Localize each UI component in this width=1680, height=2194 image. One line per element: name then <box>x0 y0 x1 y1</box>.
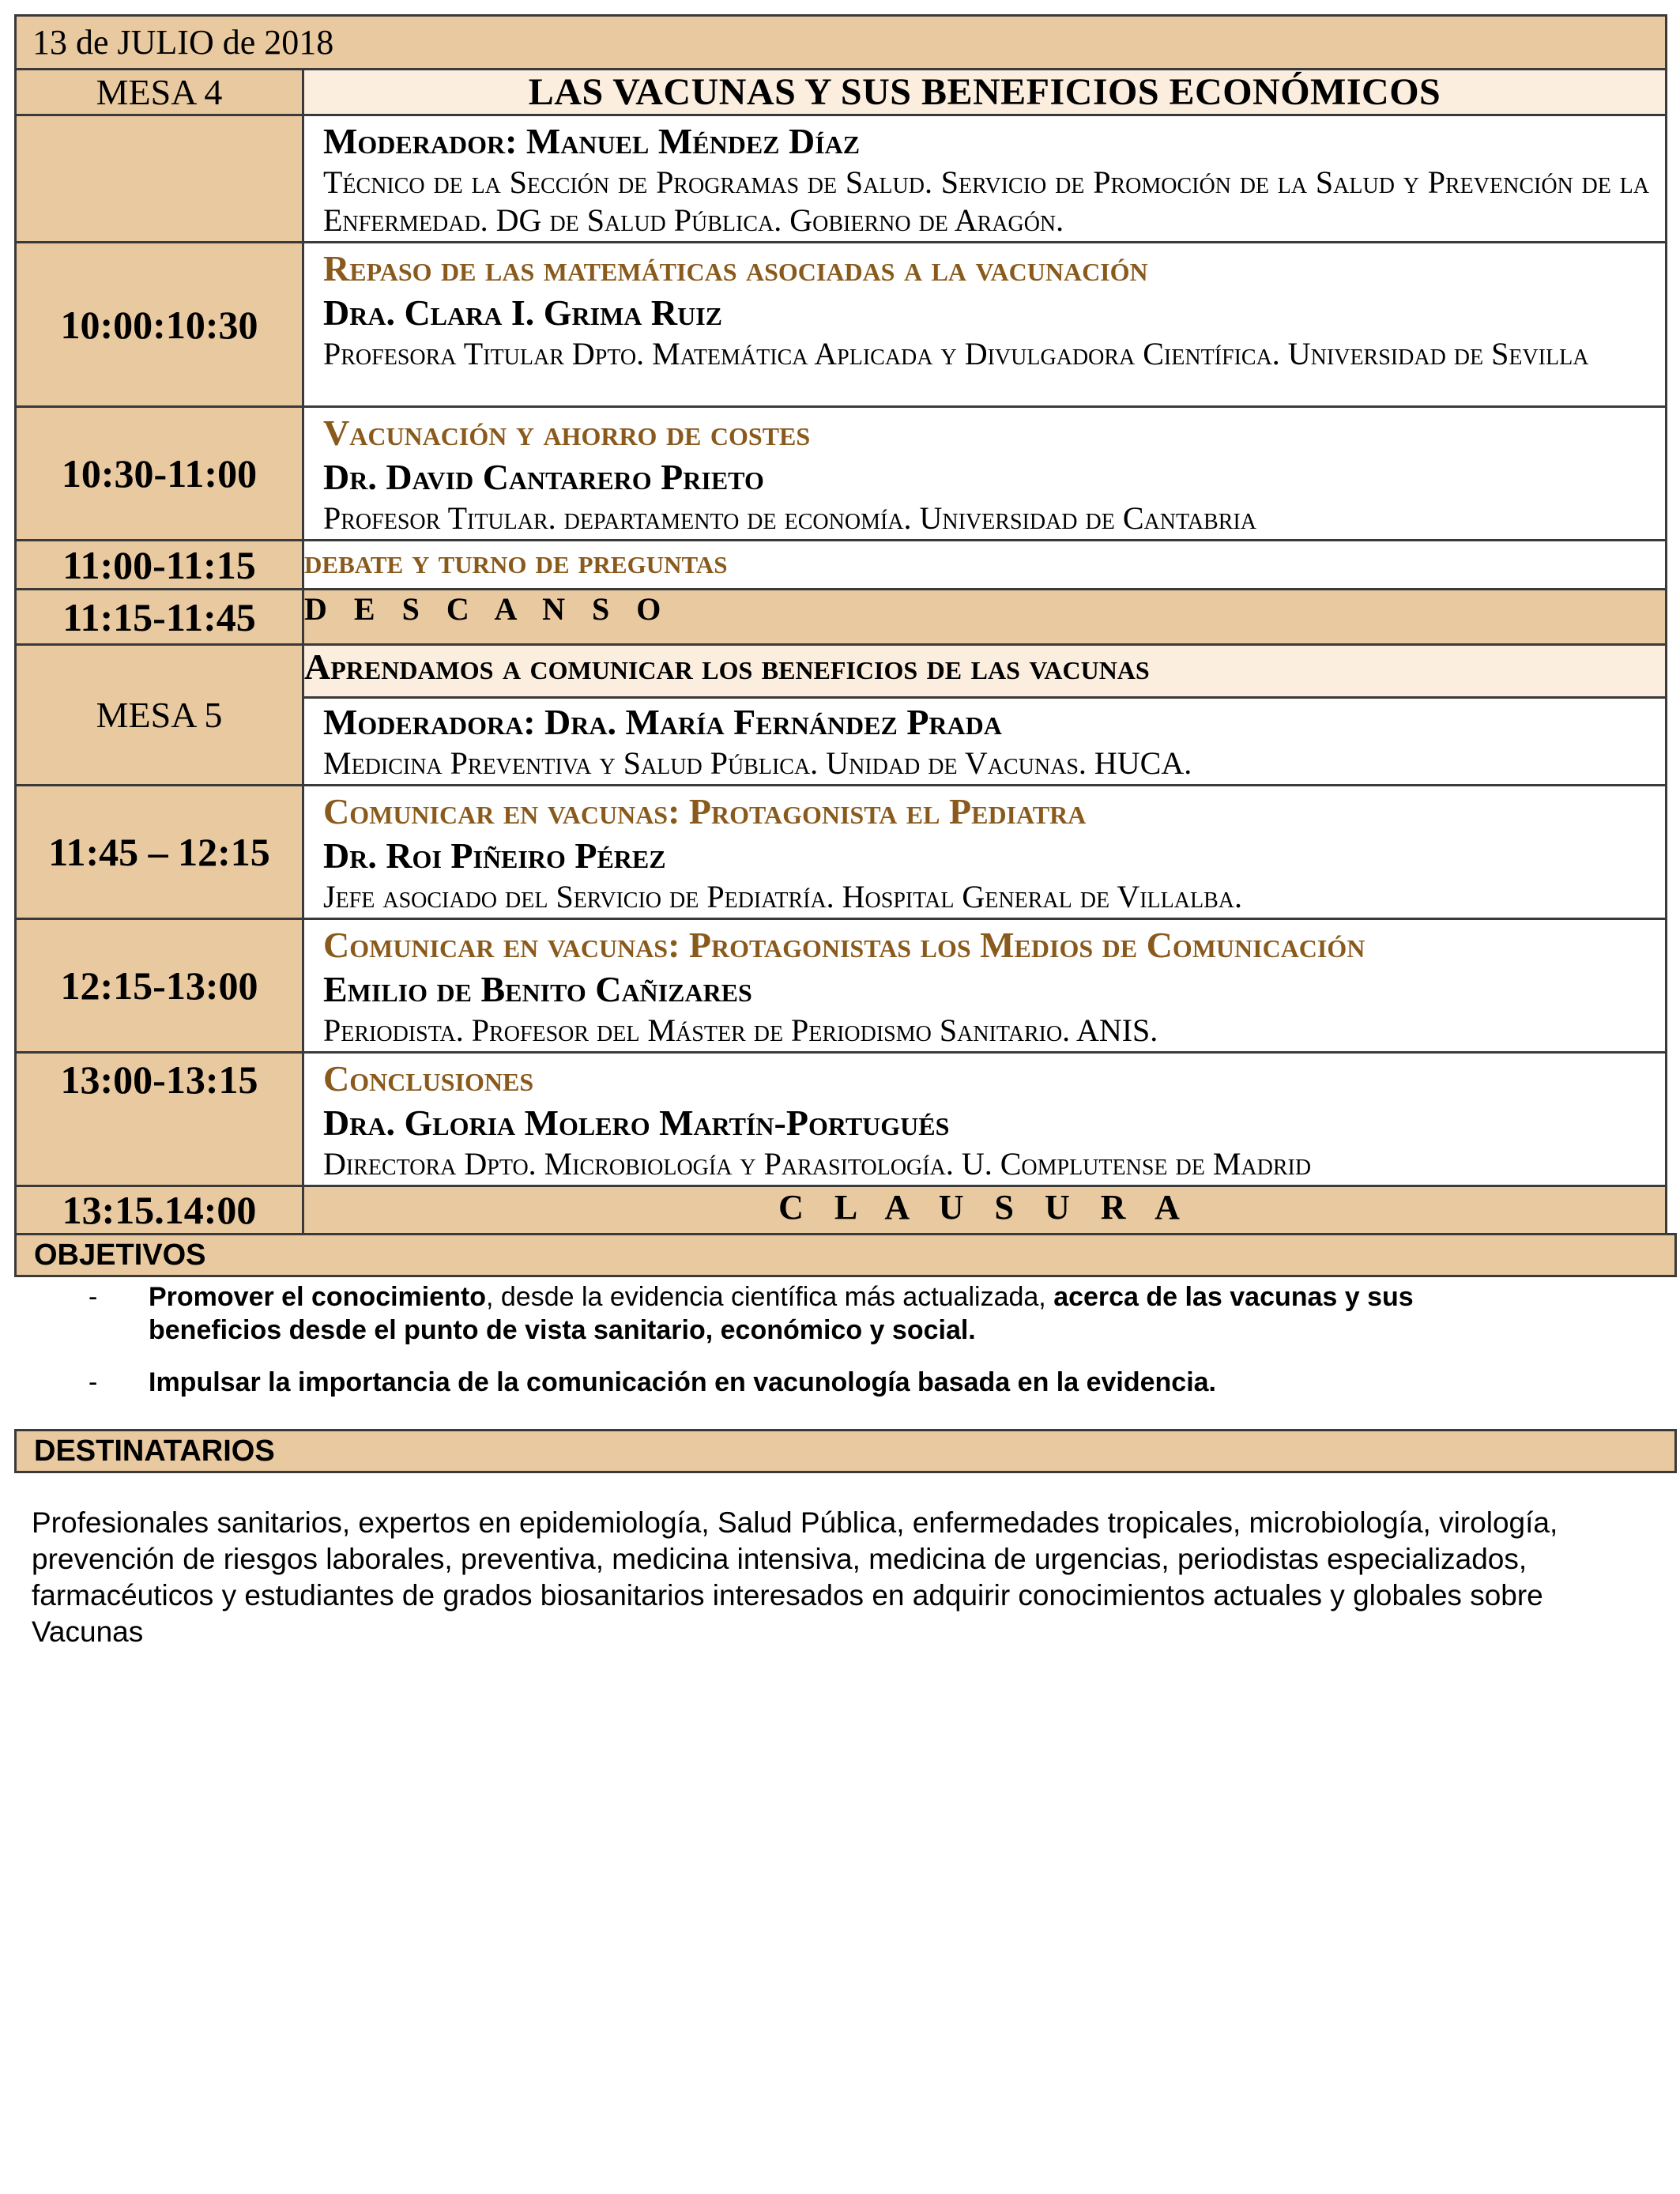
session-title: Repaso de las matemáticas asociadas a la vacunación <box>323 248 1148 288</box>
session-affiliation: Directora Dpto. Microbiología y Parasitología. U. Complutense de Madrid <box>323 1146 1312 1182</box>
closing-label: C L A U S U R A <box>303 1186 1667 1235</box>
list-item <box>79 1366 1549 1399</box>
break-label: D E S C A N S O <box>303 590 1667 645</box>
list-dash: - <box>89 1367 98 1397</box>
destinatarios-heading: DESTINATARIOS <box>14 1429 1677 1473</box>
session-row <box>16 243 1667 407</box>
objetivos-list <box>79 1280 1549 1418</box>
closing-row <box>16 1186 1667 1235</box>
mesa4-label: MESA 4 <box>16 70 303 115</box>
break-row <box>16 590 1667 645</box>
session-affiliation: Profesor Titular. departamento de economía. Universidad de Cantabria <box>323 500 1256 536</box>
debate-time: 11:00-11:15 <box>16 541 303 590</box>
destinatarios-text: Profesionales sanitarios, expertos en epidemiología, Salud Pública, enfermedades tropicales, microbiología, virología, prevención de riesgos laborales, preventiva, medicina intensiva, medicina de urgencias, periodistas especializados, farmacéuticos y estudiantes de grados biosanitarios interesados en adquirir conocimientos actuales y globales sobre Vacunas <box>32 1506 1558 1648</box>
mesa4-moderator-row <box>16 115 1667 243</box>
session-speaker: Emilio de Benito Cañizares <box>323 969 752 1009</box>
mesa4-moderator: Moderador: Manuel Méndez Díaz <box>323 121 861 161</box>
mesa4-title: LAS VACUNAS Y SUS BENEFICIOS ECONÓMICOS <box>303 70 1667 115</box>
objetivo-1-bold-end: acerca de las vacunas y sus beneficios desde el punto de vista sanitario, económico y social. <box>149 1282 1414 1345</box>
debate-label: debate y turno de preguntas <box>303 541 1667 590</box>
session-speaker: Dr. David Cantarero Prieto <box>323 457 764 497</box>
session-title: Vacunación y ahorro de costes <box>323 413 811 453</box>
session-speaker: Dra. Clara I. Grima Ruiz <box>323 292 723 333</box>
mesa5-label: MESA 5 <box>16 645 303 786</box>
objetivos-heading: OBJETIVOS <box>14 1233 1677 1277</box>
session-time: 10:00:10:30 <box>16 243 303 407</box>
mesa5-title: Aprendamos a comunicar los beneficios de las vacunas <box>303 645 1667 698</box>
session-row <box>16 786 1667 919</box>
break-time: 11:15-11:45 <box>16 590 303 645</box>
mesa5-moderator-affiliation: Medicina Preventiva y Salud Pública. Unidad de Vacunas. HUCA. <box>323 745 1192 781</box>
session-time: 10:30-11:00 <box>16 407 303 541</box>
session-affiliation: Periodista. Profesor del Máster de Periodismo Sanitario. ANIS. <box>323 1012 1158 1048</box>
session-row <box>16 919 1667 1053</box>
closing-time: 13:15.14:00 <box>16 1186 303 1235</box>
session-time: 13:00-13:15 <box>16 1053 303 1186</box>
session-title: Conclusiones <box>323 1058 534 1099</box>
debate-row <box>16 541 1667 590</box>
list-dash: - <box>89 1282 98 1312</box>
session-affiliation: Profesora Titular Dpto. Matemática Aplicada y Divulgadora Científica. Universidad de Sevilla <box>323 336 1589 371</box>
session-title: Comunicar en vacunas: Protagonistas los Medios de Comunicación <box>323 925 1365 965</box>
session-row <box>16 1053 1667 1186</box>
objetivo-1-middle: , desde la evidencia científica más actualizada, <box>486 1282 1054 1312</box>
session-time: 12:15-13:00 <box>16 919 303 1053</box>
date-label: 13 de JULIO de 2018 <box>16 16 1667 70</box>
mesa4-header-row <box>16 70 1667 115</box>
date-row <box>16 16 1667 70</box>
objetivo-1-bold-start: Promover el conocimiento <box>149 1282 486 1312</box>
session-row <box>16 407 1667 541</box>
session-affiliation: Jefe asociado del Servicio de Pediatría. Hospital General de Villalba. <box>323 879 1242 914</box>
mesa5-moderator: Moderadora: Dra. María Fernández Prada <box>323 702 1002 742</box>
mesa5-header-row <box>16 645 1667 698</box>
objetivo-2: Impulsar la importancia de la comunicación en vacunología basada en la evidencia. <box>149 1367 1217 1397</box>
programme-table <box>14 14 1667 1235</box>
session-speaker: Dra. Gloria Molero Martín-Portugués <box>323 1103 950 1143</box>
mesa4-moderator-affiliation: Técnico de la Sección de Programas de Salud. Servicio de Promoción de la Salud y Prevención de la Enfermedad. DG de Salud Pública. Gobierno de Aragón. <box>323 164 1649 238</box>
session-time: 11:45 – 12:15 <box>16 786 303 919</box>
session-title: Comunicar en vacunas: Protagonista el Pediatra <box>323 791 1087 831</box>
session-speaker: Dr. Roi Piñeiro Pérez <box>323 835 666 876</box>
list-item <box>79 1280 1549 1347</box>
